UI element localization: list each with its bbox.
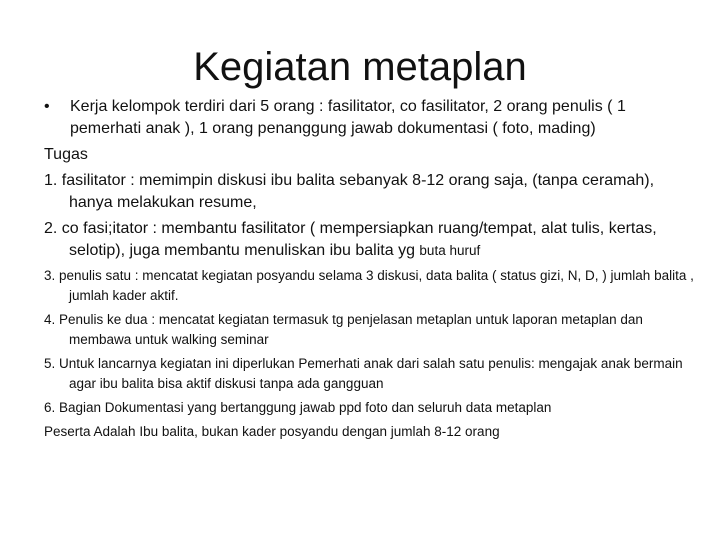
footer-note: Peserta Adalah Ibu balita, bukan kader posyandu dengan jumlah 8-12 orang [44,424,500,439]
task-item-1: 1. fasilitator : memimpin diskusi ibu balita sebanyak 8-12 orang saja, (tanpa ceramah), hanya melakukan resume, [44,172,655,211]
tugas-label: Tugas [44,146,88,163]
task-item-6: 6. Bagian Dokumentasi yang bertanggung jawab ppd foto dan seluruh data metaplan [44,400,552,415]
task-item-3: 3. penulis satu : mencatat kegiatan posyandu selama 3 diskusi, data balita ( status gizi, N, D, ) jumlah balita , jumlah kader aktif. [44,268,694,303]
slide-title: Kegiatan metaplan [193,45,527,89]
bullet-text: Kerja kelompok terdiri dari 5 orang : fasilitator, co fasilitator, 2 orang penulis ( 1 pemerhati anak ), 1 orang penanggung jawab dokumentasi ( foto, mading) [70,98,626,137]
task-item-2-text: 2. co fasi;itator : membantu fasilitator ( mempersiapkan ruang/tempat, alat tulis, kertas, selotip), juga membantu menuliskan ibu balita yg [44,220,657,259]
bullet-paragraph [44,96,694,140]
bullet-symbol: • [44,98,50,115]
task-item-4: 4. Penulis ke dua : mencatat kegiatan termasuk tg penjelasan metaplan untuk laporan metaplan dan membawa untuk walking seminar [44,312,643,347]
task-item-2-tail: buta huruf [419,243,481,258]
task-item-5: 5. Untuk lancarnya kegiatan ini diperlukan Pemerhati anak dari salah satu penulis: mengajak anak bermain agar ibu balita bisa aktif diskusi tanpa ada gangguan [44,356,683,391]
slide-body [44,96,694,446]
task-item-2 [44,218,694,262]
